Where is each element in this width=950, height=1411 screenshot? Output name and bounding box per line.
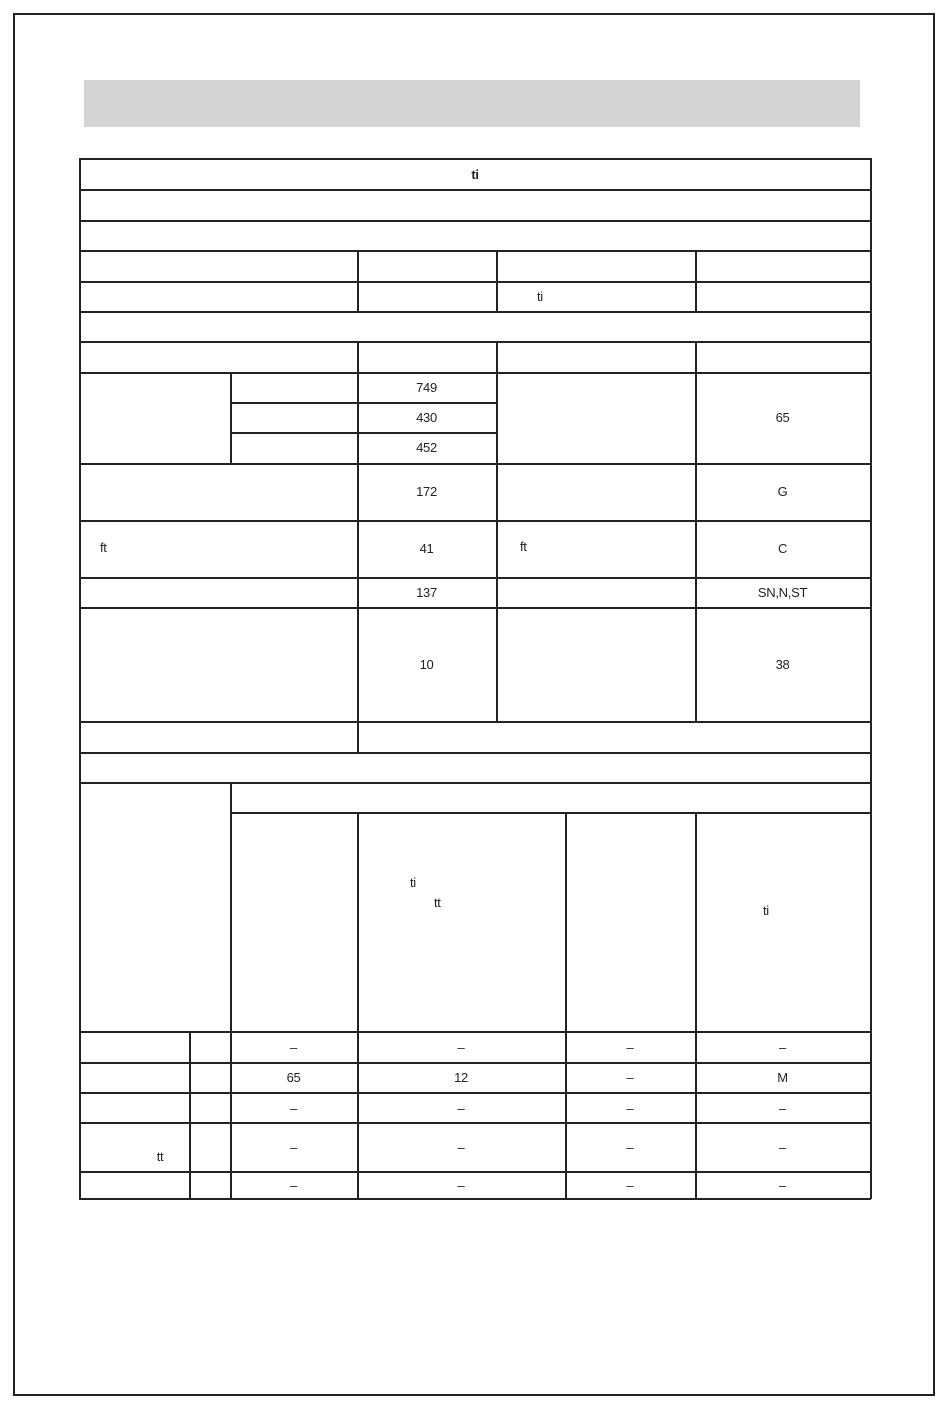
table-line — [695, 250, 697, 312]
lower-row-2-c1: 65 — [286, 1069, 301, 1085]
lower-row-3-c4: – — [779, 1100, 786, 1116]
row-c-value: 137 — [416, 584, 437, 600]
lower-row-5-c2: – — [457, 1177, 465, 1193]
lower-row-5-c4: – — [779, 1177, 786, 1193]
lower-row-5-c1: – — [290, 1177, 297, 1193]
header2-col4: ti — [763, 902, 769, 918]
lower-row-3-c1: – — [290, 1100, 297, 1116]
table-line — [79, 311, 871, 313]
table-line — [357, 250, 359, 312]
row5-col3-text: ti — [537, 288, 543, 304]
header2-col2-line1: ti — [410, 874, 416, 890]
row-a-value: 172 — [416, 484, 437, 499]
dim-value-2: 430 — [416, 409, 437, 425]
lower-row-4-c2: – — [457, 1139, 465, 1155]
row-b-label2: ft — [520, 538, 527, 554]
table-title: ti — [471, 166, 479, 182]
header-band — [84, 80, 860, 127]
table-line — [79, 250, 871, 252]
row-b-value: 41 — [419, 541, 434, 556]
header2-col2-line2: tt — [434, 894, 441, 910]
table-line — [79, 721, 871, 723]
row-c-code: SN,N,ST — [757, 584, 808, 600]
lower-row-1-c1: – — [290, 1039, 297, 1055]
row-d-right: 38 — [775, 656, 790, 672]
lower-row-2-c4: M — [777, 1069, 788, 1085]
row-b-label: ft — [100, 539, 107, 555]
dim-value-3: 452 — [416, 440, 437, 455]
table-line — [79, 782, 871, 784]
lower-row-1-c3: – — [626, 1039, 634, 1055]
lower-row-2-c3: – — [626, 1069, 634, 1085]
lower-row-4-c4: – — [779, 1139, 786, 1155]
table-line — [230, 812, 871, 814]
table-line — [189, 1031, 191, 1199]
row-a-code: G — [777, 484, 788, 499]
table-line — [79, 220, 871, 222]
lower-row-1-c2: – — [457, 1039, 465, 1055]
table-line — [79, 341, 871, 343]
table-line — [230, 372, 232, 464]
table-line — [870, 158, 872, 1199]
table-line — [79, 281, 871, 283]
row-d-value: 10 — [419, 656, 434, 672]
dim-value-1: 749 — [416, 379, 437, 395]
lower-row-4-c3: – — [626, 1139, 634, 1155]
dim-right-value: 65 — [775, 410, 790, 425]
lower-row-3-c3: – — [626, 1100, 634, 1116]
table-line — [79, 1198, 871, 1200]
lower-row-2-c2: 12 — [454, 1069, 468, 1085]
lower-row-5-c3: – — [626, 1177, 634, 1193]
lower-row-4-label: tt — [156, 1148, 164, 1164]
table-line — [79, 752, 871, 754]
lower-row-4-c1: – — [290, 1139, 297, 1155]
lower-row-3-c2: – — [457, 1100, 465, 1116]
table-line — [496, 341, 498, 722]
lower-row-1-c4: – — [779, 1039, 786, 1055]
row-b-code: C — [777, 541, 788, 556]
table-line — [79, 158, 81, 1199]
table-line — [496, 250, 498, 312]
table-line — [79, 189, 871, 191]
